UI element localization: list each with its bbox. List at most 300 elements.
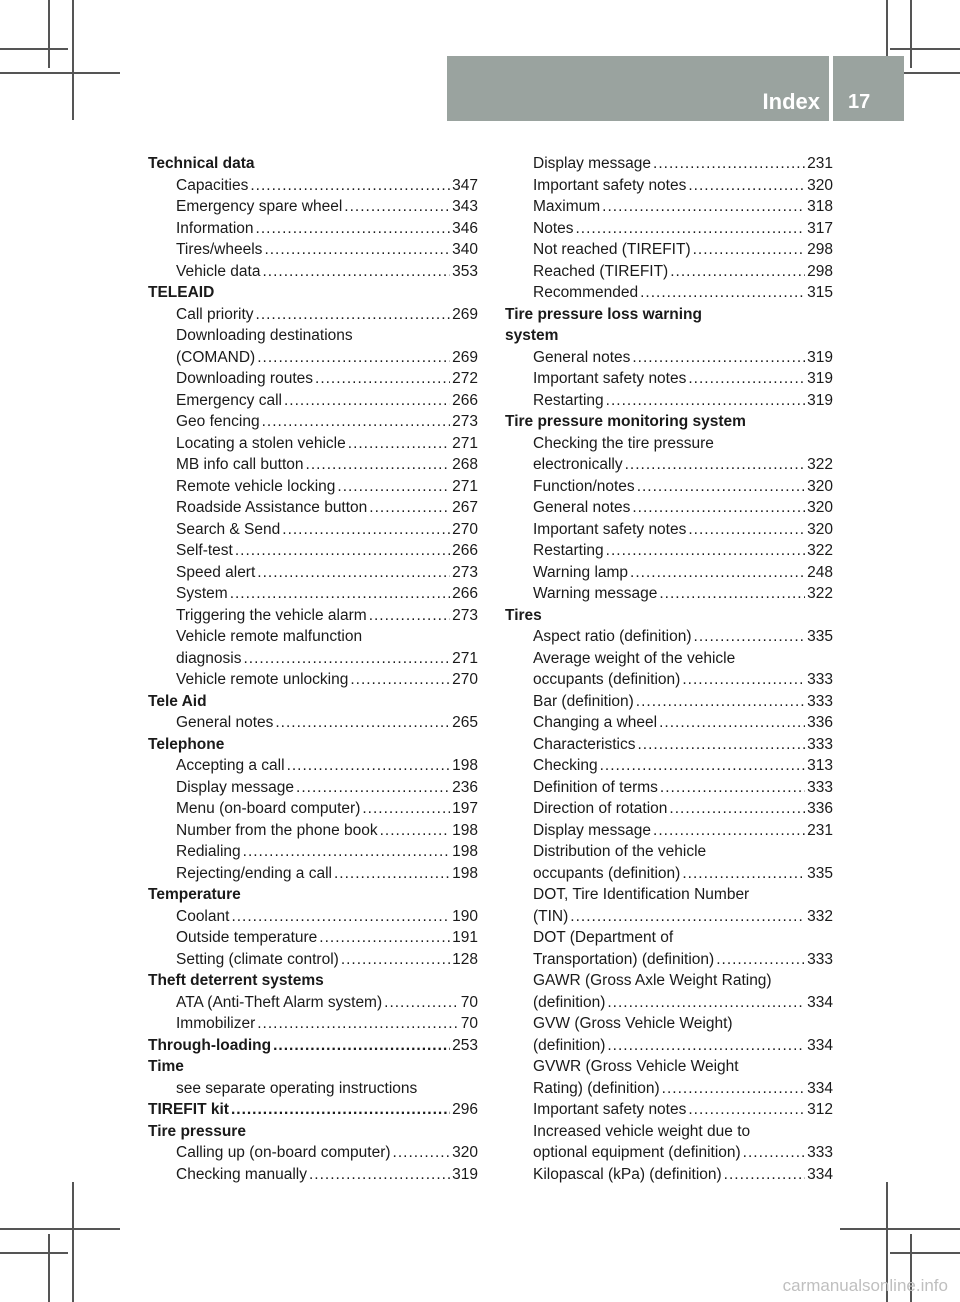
page-reference: 313 <box>807 757 833 774</box>
page-reference: 265 <box>452 714 478 731</box>
index-entry: Average weight of the vehicle <box>533 649 736 667</box>
entry-label: Remote vehicle locking <box>176 477 336 495</box>
entry-label: Bar (definition) <box>533 692 634 710</box>
index-entry: see separate operating instructions <box>176 1079 418 1097</box>
index-entry <box>148 927 478 949</box>
index-entry <box>148 820 478 842</box>
entry-label: Important safety notes <box>533 520 687 538</box>
page-reference: 271 <box>452 434 478 452</box>
entry-label: Number from the phone book <box>176 821 378 839</box>
page-reference: 333 <box>807 778 833 796</box>
index-entry <box>505 777 833 799</box>
page-reference: 198 <box>452 864 478 882</box>
index-entry <box>148 347 478 369</box>
index-entry <box>505 863 833 885</box>
page-reference: 296 <box>452 1101 478 1118</box>
entry-label: Emergency spare wheel <box>176 198 343 215</box>
entry-label: optional equipment (definition) <box>533 1144 741 1161</box>
index-entry <box>505 153 833 175</box>
leader-dots <box>632 347 805 369</box>
leader-dots <box>607 992 805 1014</box>
page-reference: 231 <box>807 821 833 839</box>
index-heading <box>148 1035 478 1057</box>
leader-dots <box>243 841 450 863</box>
entry-label: Setting (climate control) <box>176 950 339 968</box>
index-entry <box>505 755 833 777</box>
page-reference: 312 <box>807 1101 833 1118</box>
page-reference: 273 <box>452 606 478 624</box>
index-entry <box>505 368 833 390</box>
index-entry <box>148 777 478 799</box>
page-reference: 347 <box>452 176 478 194</box>
page-reference: 269 <box>452 348 478 366</box>
leader-dots <box>607 1035 805 1057</box>
page-reference: 319 <box>807 348 833 366</box>
leader-dots <box>264 239 450 261</box>
index-entry <box>148 562 478 584</box>
leader-dots <box>637 476 805 498</box>
index-heading: Telephone <box>148 735 225 753</box>
entry-label: Roadside Assistance button <box>176 499 368 516</box>
page-reference: 353 <box>452 262 478 280</box>
index-entry: DOT (Department of <box>533 929 674 946</box>
index-heading: Tires <box>505 606 542 624</box>
index-entry <box>505 1142 833 1164</box>
entry-label: General notes <box>533 348 631 366</box>
entry-label: Locating a stolen vehicle <box>176 434 346 452</box>
entry-label: Vehicle data <box>176 262 261 280</box>
index-entry <box>505 540 833 562</box>
index-entry: GAWR (Gross Axle Weight Rating) <box>533 972 772 989</box>
index-heading: Tire pressure loss warning <box>505 305 702 323</box>
entry-label: Coolant <box>176 907 230 925</box>
page-reference: 271 <box>452 649 478 667</box>
page-reference: 336 <box>807 714 833 731</box>
index-entry <box>505 1164 833 1186</box>
entry-label: General notes <box>176 714 274 731</box>
entry-label: ATA (Anti-Theft Alarm system) <box>176 993 383 1011</box>
index-heading: Time <box>148 1058 184 1075</box>
leader-dots <box>682 863 805 885</box>
page-reference: 333 <box>807 692 833 710</box>
entry-label: Through-loading <box>148 1036 272 1054</box>
index-entry <box>148 1013 478 1035</box>
page-reference: 273 <box>452 413 478 430</box>
page-reference: 272 <box>452 370 478 387</box>
index-entry <box>148 239 478 261</box>
page-reference: 273 <box>452 563 478 581</box>
leader-dots <box>659 712 805 734</box>
leader-dots <box>287 755 451 777</box>
entry-label: Menu (on-board computer) <box>176 800 361 817</box>
entry-label: General notes <box>533 499 631 516</box>
index-heading <box>148 1099 478 1121</box>
page-reference: 320 <box>807 176 833 194</box>
index-entry <box>148 1164 478 1186</box>
index-entry <box>505 626 833 648</box>
page-reference: 319 <box>807 370 833 387</box>
entry-label: Self-test <box>176 542 233 559</box>
page-reference: 335 <box>807 864 833 882</box>
leader-dots <box>670 261 805 283</box>
index-heading: Tire pressure <box>148 1122 246 1140</box>
entry-label: Recommended <box>533 284 639 301</box>
index-entry <box>148 411 478 433</box>
entry-label: Checking <box>533 757 598 774</box>
page-reference: 320 <box>807 477 833 495</box>
page-reference: 198 <box>452 757 478 774</box>
leader-dots <box>350 669 450 691</box>
entry-label: Warning message <box>533 585 658 602</box>
index-entry <box>148 605 478 627</box>
leader-dots <box>743 1142 805 1164</box>
page-reference: 70 <box>460 993 478 1011</box>
index-column-left <box>148 153 478 1185</box>
page-reference: 270 <box>452 520 478 538</box>
page-reference: 336 <box>807 800 833 817</box>
index-entry <box>505 562 833 584</box>
index-entry <box>505 992 833 1014</box>
entry-label: Emergency call <box>176 391 282 409</box>
page-reference: 334 <box>807 1079 833 1097</box>
page-reference: 70 <box>460 1015 478 1032</box>
leader-dots <box>231 1099 450 1121</box>
index-entry: Vehicle remote malfunction <box>176 628 363 645</box>
crop-mark <box>72 0 74 120</box>
page-reference: 319 <box>452 1165 478 1183</box>
leader-dots <box>393 1142 451 1164</box>
index-entry <box>505 669 833 691</box>
index-entry <box>505 282 833 304</box>
index-entry <box>505 906 833 928</box>
entry-label: Direction of rotation <box>533 800 668 817</box>
entry-label: Speed alert <box>176 563 256 581</box>
entry-label: Display message <box>176 778 295 796</box>
leader-dots <box>348 433 450 455</box>
leader-dots <box>653 820 805 842</box>
page-reference: 332 <box>807 907 833 925</box>
entry-label: Checking manually <box>176 1165 307 1183</box>
page-reference: 333 <box>807 735 833 753</box>
entry-label: Accepting a call <box>176 757 285 774</box>
page-reference: 333 <box>807 1144 833 1161</box>
index-entry <box>505 239 833 261</box>
crop-mark <box>0 1252 68 1254</box>
leader-dots <box>606 390 805 412</box>
index-entry <box>148 712 478 734</box>
entry-label: Changing a wheel <box>533 714 658 731</box>
page-reference: 268 <box>452 456 478 473</box>
leader-dots <box>688 519 805 541</box>
index-entry: Increased vehicle weight due to <box>533 1122 751 1140</box>
index-entry <box>148 454 478 476</box>
leader-dots <box>694 626 806 648</box>
leader-dots <box>344 196 450 218</box>
entry-label: Kilopascal (kPa) (definition) <box>533 1165 722 1183</box>
entry-label: Function/notes <box>533 477 635 495</box>
page-reference: 198 <box>452 821 478 839</box>
entry-label: Tires/wheels <box>176 241 263 258</box>
page-reference: 197 <box>452 800 478 817</box>
page-reference: 128 <box>452 950 478 968</box>
index-entry <box>505 218 833 240</box>
entry-label: Restarting <box>533 542 604 559</box>
page-reference: 320 <box>807 520 833 538</box>
page-reference: 340 <box>452 241 478 258</box>
page-reference: 266 <box>452 391 478 409</box>
entry-label: Maximum <box>533 198 601 215</box>
entry-label: System <box>176 585 228 602</box>
leader-dots <box>257 1013 459 1035</box>
entry-label: Call priority <box>176 305 254 323</box>
page-reference: 267 <box>452 499 478 516</box>
index-entry <box>148 368 478 390</box>
index-heading: TELEAID <box>148 284 215 301</box>
header-bar <box>447 56 904 121</box>
leader-dots <box>638 734 806 756</box>
leader-dots <box>369 605 450 627</box>
entry-label: Characteristics <box>533 735 636 753</box>
index-entry <box>148 497 478 519</box>
index-entry: Downloading destinations <box>176 327 353 344</box>
leader-dots <box>284 390 450 412</box>
index-entry <box>148 755 478 777</box>
leader-dots <box>296 777 450 799</box>
leader-dots <box>341 949 450 971</box>
page-reference: 335 <box>807 628 833 645</box>
index-entry <box>505 1035 833 1057</box>
page-reference: 198 <box>452 843 478 860</box>
page-reference: 333 <box>807 950 833 968</box>
page-reference: 319 <box>807 391 833 409</box>
entry-label: Important safety notes <box>533 370 687 387</box>
index-entry <box>148 648 478 670</box>
index-heading: Tele Aid <box>148 692 207 710</box>
index-entry <box>148 196 478 218</box>
index-entry <box>148 906 478 928</box>
index-entry <box>148 540 478 562</box>
entry-label: Search & Send <box>176 520 281 538</box>
entry-label: Important safety notes <box>533 1101 687 1118</box>
page-reference: 266 <box>452 585 478 602</box>
index-entry: GVWR (Gross Vehicle Weight <box>533 1058 739 1075</box>
entry-label: Rating) (definition) <box>533 1079 660 1097</box>
leader-dots <box>282 519 450 541</box>
index-entry <box>505 691 833 713</box>
index-entry <box>148 261 478 283</box>
crop-mark <box>0 1228 120 1230</box>
entry-label: Information <box>176 219 254 237</box>
entry-label: Important safety notes <box>533 176 687 194</box>
entry-label: Geo fencing <box>176 413 260 430</box>
entry-label: Definition of terms <box>533 778 658 796</box>
page-reference: 322 <box>807 585 833 602</box>
page-reference: 298 <box>807 262 833 280</box>
index-entry <box>148 1142 478 1164</box>
entry-label: Calling up (on-board computer) <box>176 1144 391 1161</box>
entry-label: occupants (definition) <box>533 864 681 882</box>
leader-dots <box>250 175 450 197</box>
crop-mark <box>72 1182 74 1302</box>
leader-dots <box>632 497 805 519</box>
index-entry <box>505 734 833 756</box>
entry-label: Capacities <box>176 176 249 194</box>
index-entry <box>505 949 833 971</box>
leader-dots <box>337 476 450 498</box>
entry-label: (definition) <box>533 1036 606 1054</box>
page-reference: 271 <box>452 477 478 495</box>
index-entry <box>148 669 478 691</box>
index-entry <box>505 820 833 842</box>
entry-label: Transportation) (definition) <box>533 950 715 968</box>
leader-dots <box>306 454 451 476</box>
leader-dots <box>257 562 450 584</box>
crop-mark <box>840 1228 960 1230</box>
leader-dots <box>309 1164 450 1186</box>
page-reference: 190 <box>452 907 478 925</box>
index-entry <box>505 583 833 605</box>
entry-label: electronically <box>533 456 623 473</box>
entry-label: diagnosis <box>176 649 242 667</box>
entry-label: TIREFIT kit <box>148 1101 229 1118</box>
index-entry <box>148 304 478 326</box>
leader-dots <box>640 282 805 304</box>
page-reference: 231 <box>807 155 833 172</box>
page-reference: 253 <box>452 1036 478 1054</box>
entry-label: Aspect ratio (definition) <box>533 628 692 645</box>
entry-label: Reached (TIREFIT) <box>533 262 669 280</box>
entry-label: Restarting <box>533 391 604 409</box>
index-entry: DOT, Tire Identification Number <box>533 886 750 903</box>
leader-dots <box>369 497 450 519</box>
page-reference: 322 <box>807 542 833 559</box>
index-entry <box>148 992 478 1014</box>
index-entry <box>505 175 833 197</box>
entry-label: Notes <box>533 219 574 237</box>
leader-dots <box>235 540 450 562</box>
page-reference: 320 <box>452 1144 478 1161</box>
entry-label: Rejecting/ending a call <box>176 864 332 882</box>
index-entry <box>505 390 833 412</box>
entry-label: (COMAND) <box>176 348 256 366</box>
page-reference: 315 <box>807 284 833 301</box>
index-entry <box>505 1099 833 1121</box>
crop-mark <box>48 0 50 68</box>
leader-dots <box>625 454 806 476</box>
index-entry: GVW (Gross Vehicle Weight) <box>533 1015 733 1032</box>
entry-label: Redialing <box>176 843 241 860</box>
leader-dots <box>653 153 805 175</box>
leader-dots <box>384 992 459 1014</box>
index-heading: Tire pressure monitoring system <box>505 413 746 430</box>
leader-dots <box>576 218 806 240</box>
leader-dots <box>659 583 805 605</box>
page-title: Index <box>762 89 820 114</box>
leader-dots <box>688 1099 805 1121</box>
leader-dots <box>570 906 805 928</box>
leader-dots <box>602 196 805 218</box>
leader-dots <box>636 691 805 713</box>
leader-dots <box>600 755 806 777</box>
leader-dots <box>724 1164 805 1186</box>
leader-dots <box>682 669 805 691</box>
entry-label: Outside temperature <box>176 929 318 946</box>
index-heading: system <box>505 327 559 344</box>
index-entry <box>148 949 478 971</box>
leader-dots <box>244 648 451 670</box>
leader-dots <box>693 239 806 261</box>
leader-dots <box>716 949 805 971</box>
page-reference: 191 <box>452 929 478 946</box>
leader-dots <box>669 798 805 820</box>
entry-label: MB info call button <box>176 456 304 473</box>
leader-dots <box>319 927 450 949</box>
leader-dots <box>262 411 451 433</box>
leader-dots <box>606 540 805 562</box>
leader-dots <box>380 820 451 842</box>
index-entry <box>505 712 833 734</box>
page-reference: 334 <box>807 1165 833 1183</box>
leader-dots <box>273 1035 450 1057</box>
page-reference: 334 <box>807 1036 833 1054</box>
index-heading: Technical data <box>148 155 255 172</box>
index-entry <box>148 175 478 197</box>
index-entry <box>505 261 833 283</box>
index-entry <box>505 196 833 218</box>
leader-dots <box>231 906 450 928</box>
entry-label: Immobilizer <box>176 1015 256 1032</box>
leader-dots <box>688 368 805 390</box>
page-reference: 346 <box>452 219 478 237</box>
index-entry <box>148 583 478 605</box>
index-entry <box>148 218 478 240</box>
page-reference: 318 <box>807 198 833 215</box>
entry-label: Warning lamp <box>533 563 629 581</box>
page-number: 17 <box>848 91 871 113</box>
entry-label: (definition) <box>533 993 606 1011</box>
index-entry <box>505 347 833 369</box>
index-entry <box>505 476 833 498</box>
entry-label: Display message <box>533 155 652 172</box>
index-entry <box>505 497 833 519</box>
crop-mark <box>48 1234 50 1302</box>
index-entry <box>148 519 478 541</box>
page-reference: 236 <box>452 778 478 796</box>
crop-mark <box>890 1252 960 1254</box>
leader-dots <box>662 1078 805 1100</box>
leader-dots <box>630 562 805 584</box>
page-reference: 343 <box>452 198 478 215</box>
index-entry <box>148 841 478 863</box>
crop-mark <box>890 48 960 50</box>
watermark: carmanualsonline.info <box>782 1276 948 1295</box>
page-reference: 317 <box>807 219 833 237</box>
leader-dots <box>275 712 450 734</box>
index-entry <box>148 390 478 412</box>
crop-mark <box>0 72 120 74</box>
entry-label: Not reached (TIREFIT) <box>533 241 691 258</box>
entry-label: Downloading routes <box>176 370 314 387</box>
page-reference: 269 <box>452 305 478 323</box>
page-reference: 248 <box>807 563 833 581</box>
page-reference: 298 <box>807 241 833 258</box>
index-entry <box>505 454 833 476</box>
crop-mark <box>0 48 68 50</box>
page-reference: 333 <box>807 671 833 688</box>
leader-dots <box>688 175 805 197</box>
index-entry <box>505 1078 833 1100</box>
index-entry <box>148 863 478 885</box>
